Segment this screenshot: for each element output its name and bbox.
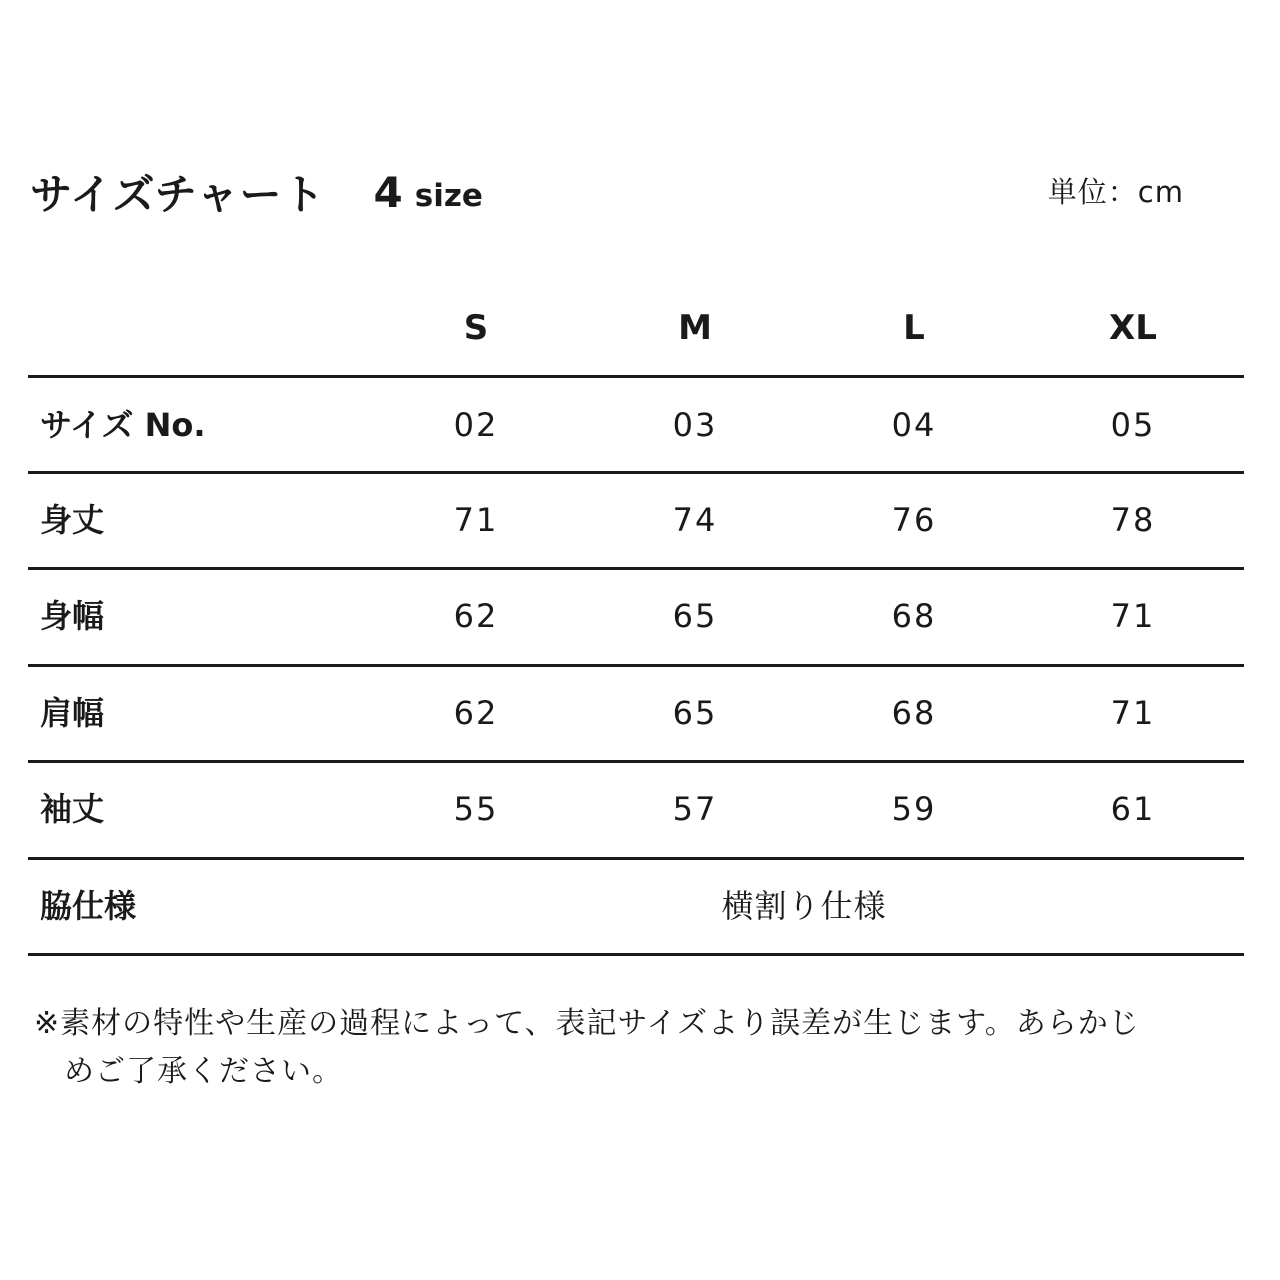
size-header-xl: XL (1109, 308, 1157, 348)
table-cell: 61 (1110, 790, 1156, 828)
size-header-m: M (678, 308, 712, 348)
table-cell: 71 (1110, 694, 1156, 732)
table-rule (28, 567, 1244, 570)
table-cell: 68 (891, 597, 937, 635)
table-cell: 71 (1110, 597, 1156, 635)
table-cell: 02 (453, 406, 499, 444)
row-label-sleeve-length: 袖丈 (40, 790, 105, 828)
table-cell: 55 (453, 790, 499, 828)
table-cell: 59 (891, 790, 937, 828)
table-cell: 71 (453, 501, 499, 539)
size-count: 4 (373, 167, 403, 217)
size-header-s: S (463, 308, 489, 348)
table-cell: 65 (672, 694, 718, 732)
table-cell: 74 (672, 501, 718, 539)
table-cell: 68 (891, 694, 937, 732)
size-header-l: L (903, 308, 925, 348)
footnote-line-2: めご了承ください。 (64, 1054, 343, 1089)
size-count-unit: size (414, 178, 483, 214)
table-cell: 05 (1110, 406, 1156, 444)
table-rule (28, 953, 1244, 956)
table-rule (28, 664, 1244, 667)
table-rule (28, 471, 1244, 474)
table-cell: 57 (672, 790, 718, 828)
table-cell: 03 (672, 406, 718, 444)
chart-title (30, 160, 483, 224)
table-cell: 62 (453, 694, 499, 732)
table-rule (28, 857, 1244, 860)
table-rule (28, 375, 1244, 378)
side-spec-value: 横割り仕様 (721, 887, 887, 925)
table-cell: 76 (891, 501, 937, 539)
row-label-body-width: 身幅 (40, 597, 105, 635)
footnote (34, 1000, 1234, 1096)
row-label-body-length: 身丈 (40, 501, 105, 539)
table-rule (28, 760, 1244, 763)
row-label-side-spec: 脇仕様 (40, 887, 137, 925)
footnote-line-1: ※素材の特性や生産の過程によって、表記サイズより誤差が生じます。あらかじ (34, 1006, 1140, 1041)
row-label-size-no: サイズ No. (40, 406, 206, 444)
table-cell: 65 (672, 597, 718, 635)
page-title: サイズチャート (30, 170, 326, 219)
table-cell: 78 (1110, 501, 1156, 539)
table-cell: 04 (891, 406, 937, 444)
unit-note: 単位：cm (1047, 175, 1184, 209)
row-label-shoulder-width: 肩幅 (40, 694, 105, 732)
table-cell: 62 (453, 597, 499, 635)
